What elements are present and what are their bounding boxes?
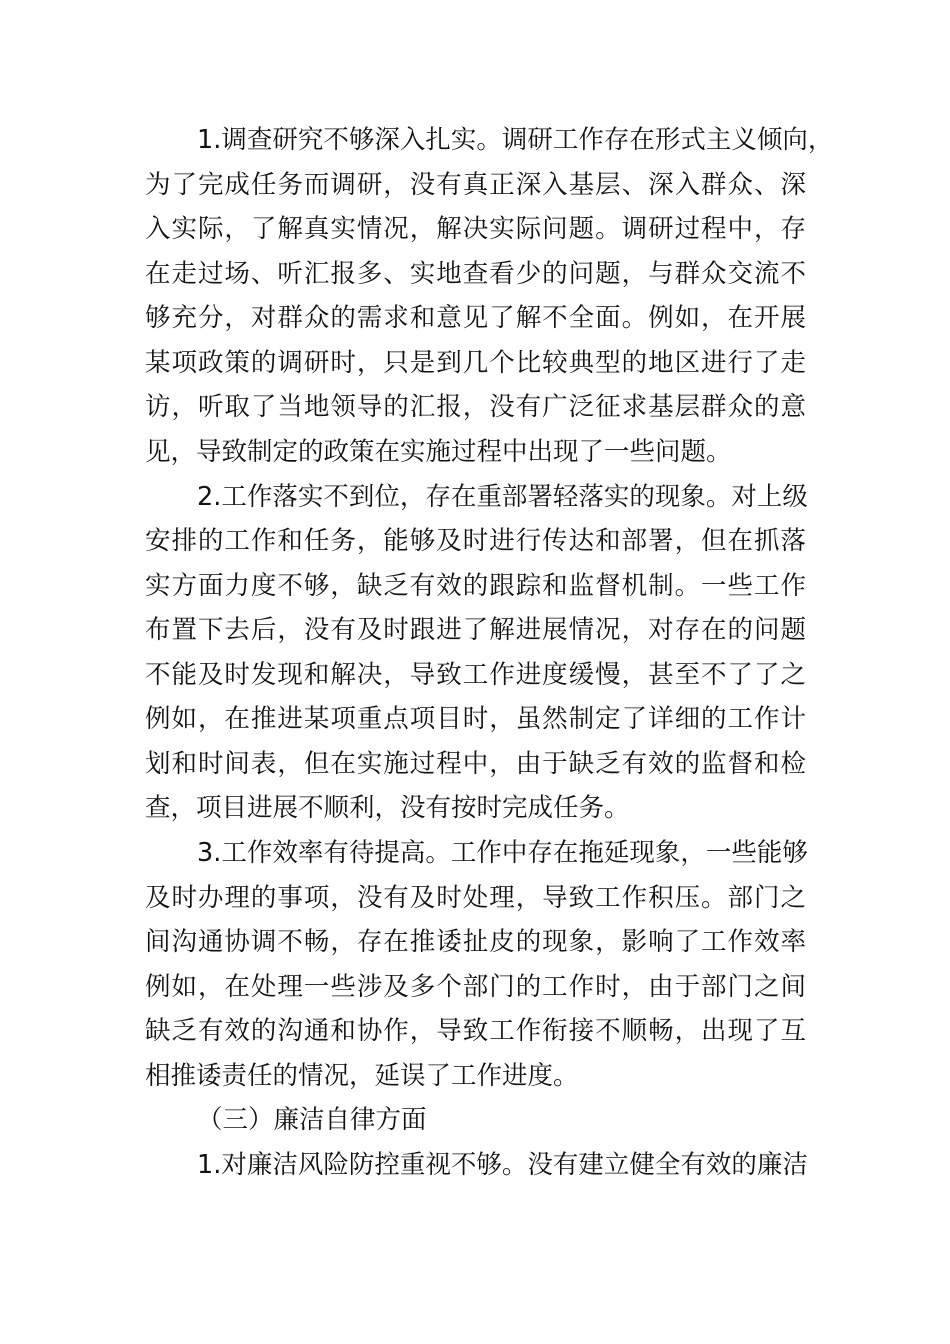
text-line: 3.工作效率有待提高。工作中存在拖延现象，一些能够 [197,838,808,868]
text-line: 在走过场、听汇报多、实地查看少的问题，与群众交流不 [145,258,806,289]
text-line: 1.调查研究不够深入扎实。调研工作存在形式主义倾向， [197,125,834,155]
paragraph-1 [145,118,834,475]
text-line: 缺乏有效的沟通和协作，导致工作衔接不顺畅，出现了互 [145,1016,806,1047]
text-line: 布置下去后，没有及时跟进了解进展情况，对存在的问题 [145,615,806,646]
text-line: 例如，在推进某项重点项目时，虽然制定了详细的工作计 [145,704,806,735]
text-line: 安排的工作和任务，能够及时进行传达和部署，但在抓落 [145,526,806,557]
text-line: 间沟通协调不畅，存在推诿扯皮的现象，影响了工作效率 [145,927,806,958]
text-line: 访，听取了当地领导的汇报，没有广泛征求基层群众的意 [145,392,806,423]
text-line: 及时办理的事项，没有及时处理，导致工作积压。部门之 [145,882,806,913]
text-line: 相推诿责任的情况，延误了工作进度。 [145,1060,579,1091]
text-line: 2.工作落实不到位，存在重部署轻落实的现象。对上级 [197,481,808,512]
text-line: 入实际，了解真实情况，解决实际问题。调研过程中，存 [145,214,806,245]
text-line: 实方面力度不够，缺乏有效的跟踪和监督机制。一些工作 [145,570,806,601]
document-page [145,118,834,1188]
text-line: 查，项目进展不顺利，没有按时完成任务。 [145,793,630,824]
text-line: 划和时间表，但在实施过程中，由于缺乏有效的监督和检 [145,748,806,779]
text-line: 为了完成任务而调研，没有真正深入基层、深入群众、深 [145,169,806,200]
heading-text: （三）廉洁自律方面 [197,1105,427,1136]
text-line: 不能及时发现和解决，导致工作进度缓慢，甚至不了了之 [145,659,806,690]
paragraph-3 [145,831,806,1098]
section-heading [145,1098,806,1143]
text-line: 例如，在处理一些涉及多个部门的工作时，由于部门之间 [145,971,806,1002]
text-line: 见，导致制定的政策在实施过程中出现了一些问题。 [145,436,732,467]
text-line: 1.对廉洁风险防控重视不够。没有建立健全有效的廉洁 [197,1149,808,1180]
paragraph-2 [145,475,806,832]
text-line: 够充分，对群众的需求和意见了解不全面。例如，在开展 [145,303,806,334]
text-line: 某项政策的调研时，只是到几个比较典型的地区进行了走 [145,347,806,378]
paragraph-4 [145,1143,806,1188]
